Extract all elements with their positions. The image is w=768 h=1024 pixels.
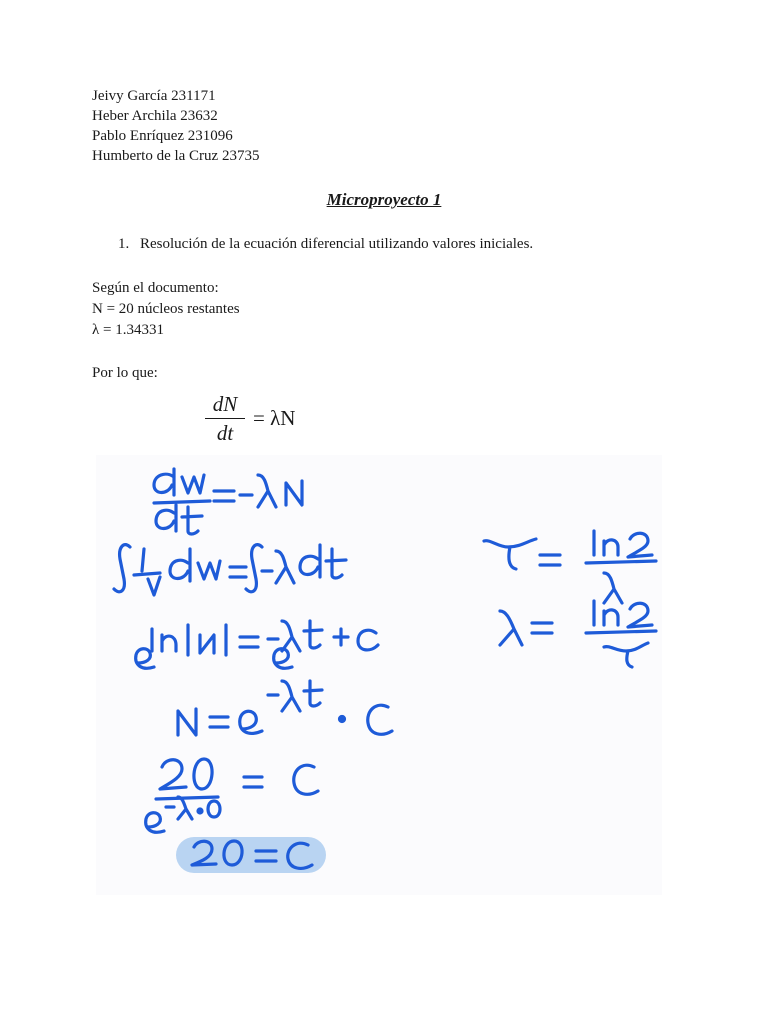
list-item-number: 1. bbox=[118, 236, 130, 252]
equation-rhs: = λN bbox=[253, 406, 296, 430]
handwritten-line-4 bbox=[178, 681, 392, 735]
list-item-text: Resolución de la ecuación diferencial utilizando valores iniciales. bbox=[140, 236, 534, 252]
handwritten-line-1 bbox=[154, 469, 302, 534]
por-lo-que-text: Por lo que: bbox=[92, 365, 158, 381]
fraction-bar bbox=[205, 418, 245, 419]
given-lambda: λ = 1.34331 bbox=[92, 322, 164, 338]
handwriting-strokes bbox=[96, 455, 662, 895]
author-1: Jeivy García 231171 bbox=[92, 88, 216, 104]
handwritten-line-3 bbox=[136, 621, 378, 668]
given-intro: Según el documento: bbox=[92, 280, 219, 296]
handwritten-lambda-formula bbox=[500, 601, 656, 667]
equation-fraction bbox=[205, 392, 245, 445]
list-item-1 bbox=[118, 236, 533, 253]
handwritten-line-5 bbox=[146, 759, 318, 832]
given-n: N = 20 núcleos restantes bbox=[92, 301, 240, 317]
handwritten-derivation bbox=[96, 455, 662, 895]
handwritten-tau-formula bbox=[484, 531, 656, 603]
equation-numerator: dN bbox=[212, 392, 238, 416]
author-2: Heber Archila 23632 bbox=[92, 108, 218, 124]
document-title: Microproyecto 1 bbox=[326, 190, 442, 209]
highlighted-result bbox=[176, 837, 326, 873]
typed-equation bbox=[205, 392, 335, 448]
author-list bbox=[92, 86, 259, 166]
equation-denominator: dt bbox=[216, 421, 234, 445]
author-3: Pablo Enríquez 231096 bbox=[92, 128, 233, 144]
author-4: Humberto de la Cruz 23735 bbox=[92, 148, 260, 164]
handwritten-line-2 bbox=[114, 545, 346, 595]
